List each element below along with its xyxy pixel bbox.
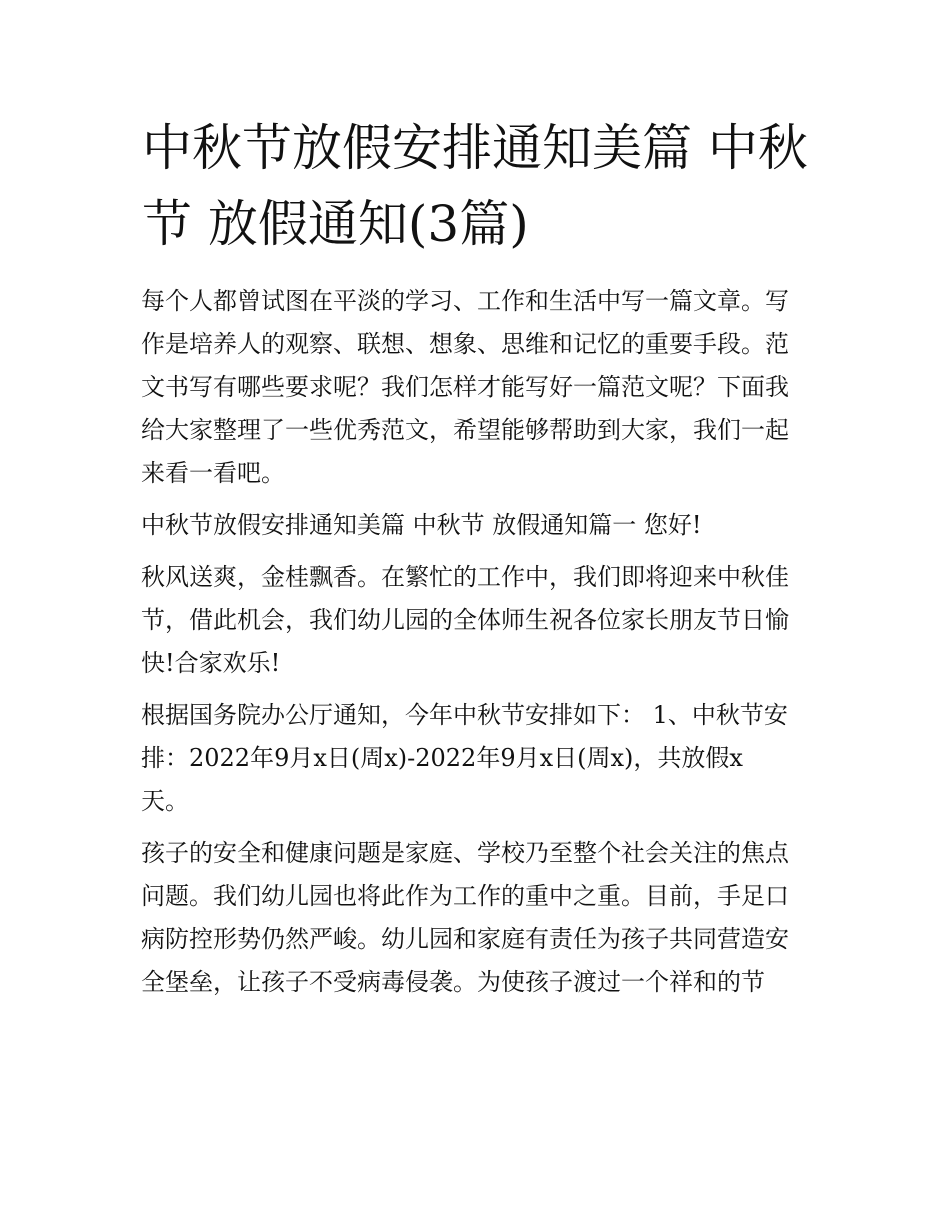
text-line: 病防控形势仍然严峻。幼儿园和家庭有责任为孩子共同营造安 <box>141 925 789 953</box>
text-line: 秋风送爽，金桂飘香。在繁忙的工作中，我们即将迎来中秋佳 <box>141 563 789 591</box>
paragraph-safety <box>141 832 817 1004</box>
text-line: 节，借此机会，我们幼儿园的全体师生祝各位家长朋友节日愉 <box>141 606 789 634</box>
title-line: 节 放假通知(3篇) <box>142 195 529 253</box>
document-title <box>142 110 822 262</box>
text-line: 孩子的安全和健康问题是家庭、学校乃至整个社会关注的焦点 <box>141 839 789 867</box>
text-line: 问题。我们幼儿园也将此作为工作的重中之重。目前，手足口 <box>141 882 789 910</box>
paragraph-section-heading <box>141 504 817 547</box>
text-line: 每个人都曾试图在平淡的学习、工作和生活中写一篇文章。写 <box>141 287 789 315</box>
text-line: 全堡垒，让孩子不受病毒侵袭。为使孩子渡过一个祥和的节 <box>141 968 765 996</box>
document-body <box>141 280 817 1013</box>
text-line: 天。 <box>141 787 189 815</box>
text-line: 中秋节放假安排通知美篇 中秋节 放假通知篇一 您好! <box>141 511 702 539</box>
paragraph-greeting <box>141 556 817 685</box>
text-line: 根据国务院办公厅通知，今年中秋节安排如下： 1、中秋节安 <box>141 701 788 729</box>
paragraph-schedule <box>141 694 817 823</box>
paragraph-intro <box>141 280 817 495</box>
text-line: 排：2022年9月x日(周x)-2022年9月x日(周x)，共放假x <box>141 744 743 772</box>
title-line: 中秋节放假安排通知美篇 中秋 <box>142 119 808 177</box>
text-line: 文书写有哪些要求呢？我们怎样才能写好一篇范文呢？下面我 <box>141 373 789 401</box>
text-line: 快!合家欢乐! <box>141 649 281 677</box>
text-line: 来看一看吧。 <box>141 459 285 487</box>
text-line: 给大家整理了一些优秀范文，希望能够帮助到大家，我们一起 <box>141 416 789 444</box>
text-line: 作是培养人的观察、联想、想象、思维和记忆的重要手段。范 <box>141 330 789 358</box>
